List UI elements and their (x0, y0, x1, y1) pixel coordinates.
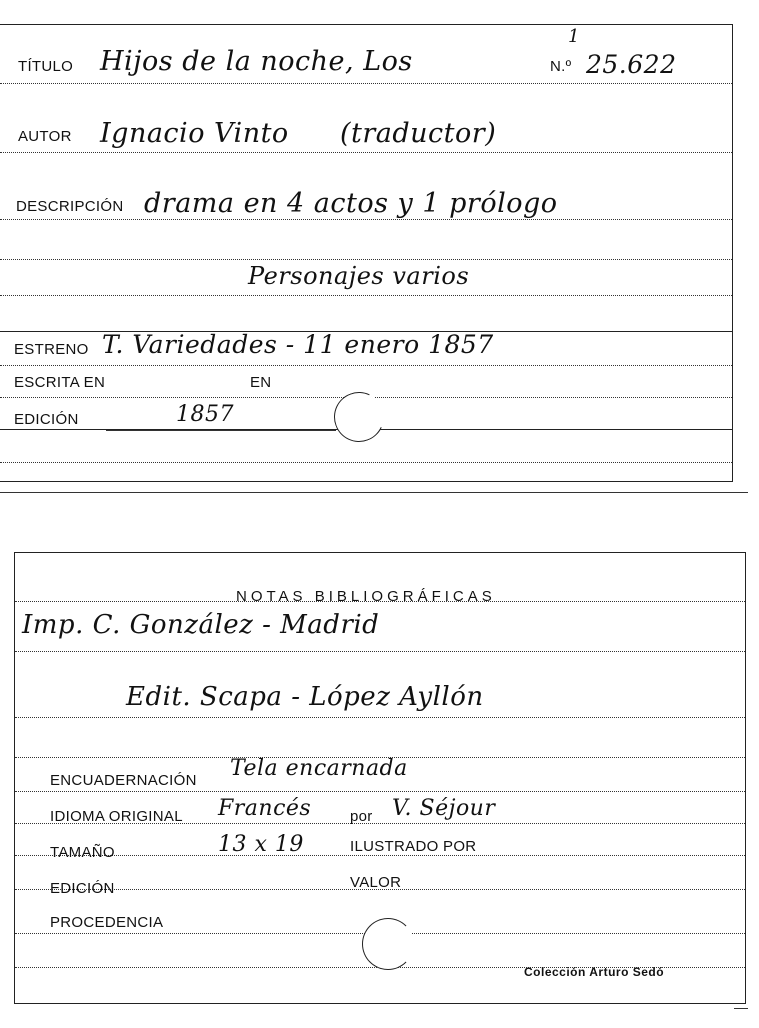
valor-label: VALOR (350, 874, 402, 891)
ilustrado-label: ILUSTRADO POR (350, 838, 477, 855)
autor-label: AUTOR (18, 128, 72, 145)
estreno-label: ESTRENO (14, 341, 89, 358)
estreno-value: T. Variedades - 11 enero 1857 (102, 330, 494, 359)
edge-mark (734, 1008, 748, 1009)
edicion-label-2: EDICIÓN (50, 880, 115, 897)
por-label: por (350, 808, 373, 825)
numero-label: N.º (550, 58, 572, 75)
rule-line (15, 651, 745, 652)
titulo-value: Hijos de la noche, Los (100, 46, 413, 77)
descripcion-label: DESCRIPCIÓN (16, 198, 124, 215)
escrita-label: ESCRITA EN (14, 374, 106, 391)
descripcion-value: drama en 4 actos y 1 prólogo (144, 188, 558, 219)
numero-superscript: 1 (568, 26, 580, 47)
edicion-label: EDICIÓN (14, 411, 79, 428)
por-value: V. Séjour (392, 796, 496, 821)
rule-line (0, 219, 732, 220)
titulo-label: TÍTULO (18, 58, 74, 75)
descripcion-line2: Personajes varios (248, 262, 470, 290)
encuadernacion-label: ENCUADERNACIÓN (50, 772, 197, 789)
rule-line (0, 295, 732, 296)
rule-line (0, 83, 732, 84)
en-label: EN (250, 374, 272, 391)
tamano-label: TAMAÑO (50, 844, 115, 861)
procedencia-label: PROCEDENCIA (50, 914, 164, 931)
nota-line2: Edit. Scapa - López Ayllón (126, 682, 484, 712)
tamano-value: 13 x 19 (218, 832, 304, 857)
numero-value: 25.622 (586, 50, 677, 79)
rule-line (0, 365, 732, 366)
rule-line (15, 791, 745, 792)
idioma-label: IDIOMA ORIGINAL (50, 808, 183, 825)
edicion-value: 1857 (176, 402, 234, 427)
autor-role: (traductor) (340, 118, 497, 149)
edicion-underline (106, 430, 336, 431)
encuadernacion-value: Tela encarnada (230, 756, 408, 781)
rule-line (15, 855, 745, 856)
rule-line (0, 462, 732, 463)
notas-heading: NOTAS BIBLIOGRÁFICAS (236, 588, 496, 605)
autor-value: Ignacio Vinto (100, 118, 289, 149)
card-separator (0, 492, 748, 493)
coleccion-stamp: Colección Arturo Sedó (524, 965, 665, 979)
rule-line (15, 717, 745, 718)
rule-line (0, 152, 732, 153)
punch-hole (362, 918, 414, 970)
nota-line1: Imp. C. González - Madrid (22, 610, 380, 640)
idioma-value: Francés (218, 796, 312, 821)
rule-line (0, 259, 732, 260)
